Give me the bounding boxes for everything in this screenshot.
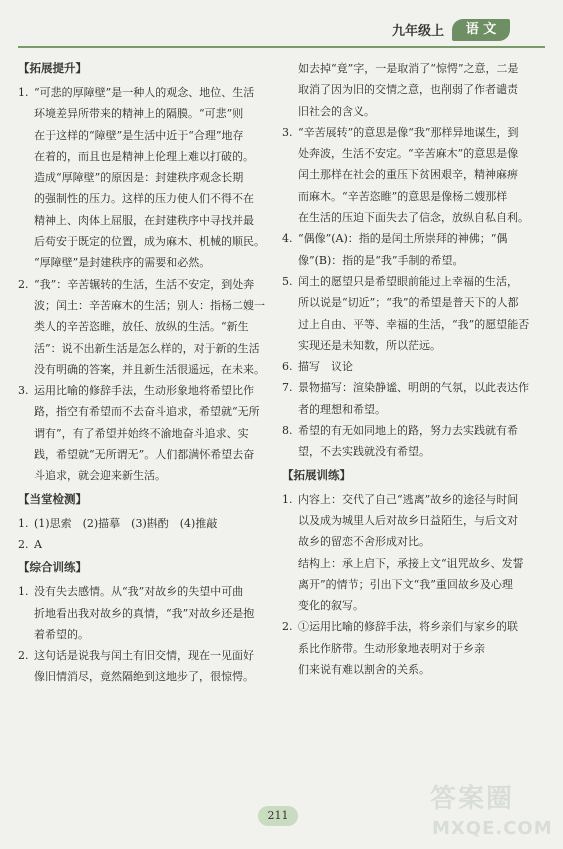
section-title-comprehensive: 【综合训练】 <box>18 560 87 575</box>
watermark-site: MXQE.COM <box>432 818 553 839</box>
answer-number: 1. <box>282 492 293 506</box>
answer-item <box>18 645 268 688</box>
answer-number: 5. <box>282 274 293 288</box>
answer-item <box>282 122 544 228</box>
answer-text: 描写 议论 <box>298 360 353 374</box>
answer-item <box>282 489 544 617</box>
answer-item <box>282 228 544 271</box>
left-column <box>18 58 268 688</box>
answer-number: 1. <box>18 86 29 99</box>
section-title-in-class-check: 【当堂检测】 <box>18 491 87 506</box>
answer-item <box>282 271 544 356</box>
answer-number: 3. <box>282 125 293 139</box>
answer-item <box>18 534 268 555</box>
answer-text: A <box>34 537 42 551</box>
right-column <box>282 58 544 680</box>
section-title-extension: 【拓展提升】 <box>18 61 87 75</box>
section-title-extension-training: 【拓展训练】 <box>282 467 351 482</box>
answer-text: “可悲的厚障壁”是一种人的观念、地位、生活 环境差异所带来的精神上的隔膜。“可悲”则 在于这样的“障壁”是生活中近于“合理”地存 在着的，而且也是精神上伦理上难以打破的。 造成“厚障壁”的原因是：封建秩序观念长期 的强制性的压力。这样的压力使人们不得不在 精神上、肉体上屈服，在封建秩序中寻找并最 后苟安于既定的位置，成为麻木、机械的顺民。 “厚障壁”是封建秩序的需要和必然。 <box>34 86 265 270</box>
answer-item <box>18 274 268 380</box>
header-grade: 九年级上 <box>392 24 445 39</box>
watermark-logo: 答案圈 <box>430 784 515 814</box>
answer-number: 2. <box>282 620 293 634</box>
answer-item <box>282 420 544 463</box>
answer-text: 如去掉“竟”字，一是取消了“惊愕”之意，二是 取消了因为旧的交情之意，也削弱了作者谴责 旧社会的含义。 <box>298 62 519 118</box>
answer-text: “辛苦展转”的意思是像“我”那样异地谋生，到 处奔波，生活不安定。“辛苦麻木”的意思是像 闰土那样在社会的重压下贫困艰辛，精神麻痹 而麻木。“辛苦恣睢”的意思是像杨二嫂那样 在生活的压迫下面失去了信念，放纵自私自利。 <box>298 125 529 225</box>
answer-item <box>282 356 544 377</box>
answer-text: “我”：辛苦辗转的生活，生活不安定，到处奔 波；闰土：辛苦麻木的生活；别人：指杨二嫂一 类人的辛苦恣睢，放任、放纵的生活。“新生 活”：说不出新生活是怎么样的，对于新的生活 没有明确的答案，并且新生活很遥远，在未来。 <box>34 277 265 376</box>
answer-text: 这句话是说我与闰土有旧交情，现在一见面好 像旧情消尽，竟然隔绝到这地步了，很惊愕。 <box>34 649 254 684</box>
answer-number: 2. <box>18 537 29 551</box>
answer-number: 4. <box>282 232 293 246</box>
answer-item <box>18 581 268 645</box>
watermark <box>420 776 560 846</box>
header-subject-badge: 语 文 <box>452 19 510 41</box>
answer-text: 没有失去感情。从“我”对故乡的失望中可曲 折地看出我对故乡的真情，“我”对故乡还是抱 着希望的。 <box>34 585 255 641</box>
answer-text: (1)思索 (2)描摹 (3)斟酌 (4)推敲 <box>34 516 218 530</box>
answer-item <box>282 616 544 680</box>
answer-number: 2. <box>18 277 29 291</box>
answer-number: 8. <box>282 424 293 438</box>
answer-text: “偶像”(A)：指的是闰土所崇拜的神佛；“偶 像”(B)：指的是“我”手制的希望。 <box>298 232 508 267</box>
answer-text: 运用比喻的修辞手法，生动形象地将希望比作 路，指空有希望而不去奋斗追求，希望就“无所 谓有”，有了希望并始终不渝地奋斗追求、实 践，希望就“无所谓无”。人们都满怀希望去奋 斗追求，就会迎来新生活。 <box>34 384 260 483</box>
answer-number: 6. <box>282 360 293 374</box>
answer-item <box>18 513 268 534</box>
answer-item <box>18 82 268 274</box>
answer-continuation <box>282 58 544 122</box>
header-divider <box>18 46 545 48</box>
answer-text: 闰土的愿望只是希望眼前能过上幸福的生活， 所以说是“切近”；“我”的希望是普天下的人都 过上自由、平等、幸福的生活，“我”的愿望能否 实现还是未知数，所以茫远。 <box>298 274 530 352</box>
answer-number: 3. <box>18 384 29 398</box>
answer-text: 景物描写：渲染静谧、明朗的气氛，以此表达作 者的理想和希望。 <box>298 381 529 416</box>
answer-number: 1. <box>18 516 29 530</box>
answer-number: 7. <box>282 381 293 395</box>
answer-number: 2. <box>18 649 29 663</box>
answer-text: ①运用比喻的修辞手法，将乡亲们与家乡的联 系比作脐带。生动形象地表明对于乡亲 们来说有难以割舍的关系。 <box>298 620 518 677</box>
answer-number: 1. <box>18 585 29 599</box>
answer-item <box>18 380 268 486</box>
page-number: 211 <box>258 806 298 826</box>
answer-text: 内容上：交代了自己“逃离”故乡的途径与时间 以及成为城里人后对故乡日益陌生，与后文对 故乡的留恋不舍形成对比。 结构上：承上启下，承接上文“诅咒故乡、发誓 离开”的情节；引出下文“我”重回故乡及心理 变化的叙写。 <box>298 492 524 613</box>
answer-text: 希望的有无如同地上的路，努力去实践就有希 望，不去实践就没有希望。 <box>298 424 518 459</box>
answer-item <box>282 377 544 420</box>
